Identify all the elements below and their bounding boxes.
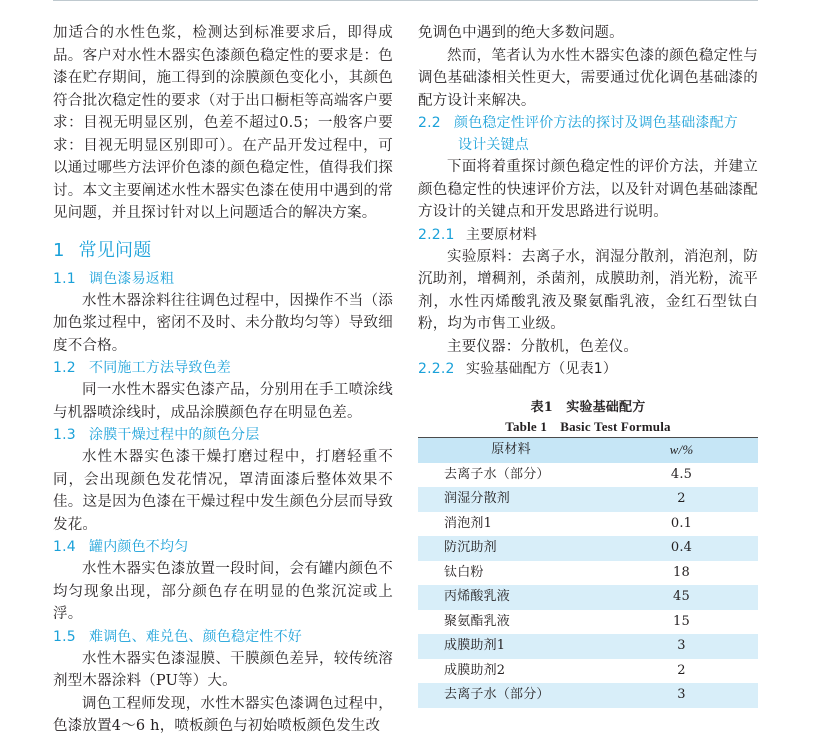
subsection-number: 1.4: [53, 539, 76, 555]
subsection-title: 不同施工方法导致色差: [89, 360, 231, 376]
subsection-number: 1.5: [53, 628, 76, 645]
subsubsection-number: 2.2.1: [418, 226, 455, 243]
material-cell: 润湿分散剂: [418, 487, 605, 512]
value-cell: 2: [605, 487, 758, 512]
table-row: [418, 659, 758, 684]
paragraph-instruments: 主要仪器：分散机，色差仪。: [447, 338, 639, 355]
material-cell: 丙烯酸乳液: [418, 585, 605, 610]
value-cell: 15: [673, 613, 690, 629]
subsection-title-line1: 颜色稳定性评价方法的探讨及调色基础漆配方: [454, 115, 738, 131]
subsubsection-title: 主要原材料: [466, 226, 537, 243]
subsection-number: 2.2: [418, 115, 441, 131]
table-header-fraction: w/%: [605, 438, 758, 463]
table-row: [418, 512, 758, 537]
material-cell: 去离子水（部分）: [444, 466, 550, 482]
table-row: [418, 634, 758, 659]
continued-paragraph: 免调色中遇到的绝大多数问题。: [418, 25, 624, 41]
section-heading-1: [53, 238, 393, 264]
subsection-title: 涂膜干燥过程中的颜色分层: [89, 427, 260, 443]
table-row: [418, 463, 758, 488]
paragraph-however: 然而，笔者认为水性木器实色漆的颜色稳定性与调色基础漆相关性更大，需要通过优化调色基础漆的配方设计来解决。: [418, 47, 758, 109]
value-cell: 0.4: [605, 536, 758, 561]
header-rule: [53, 0, 758, 1]
paragraph-1-4: 水性木器实色漆放置一段时间，会有罐内颜色不均匀现象出现，部分颜色存在明显的色浆沉淀或上浮。: [53, 561, 393, 622]
subsubsection-number: 2.2.2: [418, 361, 455, 377]
value-cell: 2: [677, 662, 686, 678]
value-cell: 0.1: [670, 515, 693, 531]
right-column: [418, 22, 758, 708]
subsubsection-heading-2-2-2: [418, 358, 758, 380]
subsection-heading-1-5: [53, 626, 393, 648]
material-cell: 防沉助剂: [418, 536, 605, 561]
table-row: [418, 536, 758, 561]
table-header-material: 原材料: [418, 438, 605, 463]
paragraph-1-5a: 水性木器实色漆湿膜、干膜颜色差异，较传统溶剂型木器涂料（PU等）大。: [53, 650, 393, 689]
material-cell: 去离子水（部分）: [418, 683, 605, 708]
table-row: [418, 585, 758, 610]
subsection-heading-1-3: [53, 424, 393, 446]
subsection-number: 1.2: [53, 360, 76, 376]
paragraph-1-2: 同一水性木器实色漆产品，分别用在手工喷涂线与机器喷涂线时，成品涂膜颜色存在明显色差。: [53, 382, 393, 421]
subsubsection-title: 实验基础配方（见表1）: [466, 361, 618, 377]
subsection-title: 调色漆易返粗: [89, 270, 175, 287]
paragraph-2-2: 下面将着重探讨颜色稳定性的评价方法，并建立颜色稳定性的快速评价方法，以及针对调色基础漆配方设计的关键点和开发思路进行说明。: [418, 159, 758, 220]
subsection-heading-1-2: [53, 357, 393, 379]
subsection-number: 1.1: [53, 270, 76, 287]
table-row: [418, 487, 758, 512]
table-caption-en: Table 1 Basic Test Formula: [505, 419, 671, 434]
section-title: 常见问题: [78, 239, 152, 261]
material-cell: 成膜助剂2: [444, 662, 506, 678]
value-cell: 4.5: [670, 466, 693, 482]
value-cell: 45: [605, 585, 758, 610]
table-header-row: [418, 438, 758, 463]
paragraph-1-3: 水性木器实色漆干燥打磨过程中，打磨轻重不同，会出现颜色发花情况，罩清面漆后整体效果不佳。这是因为色漆在干燥过程中发生颜色分层而导致发花。: [53, 449, 393, 533]
value-cell: 3: [605, 683, 758, 708]
subsection-title: 罐内颜色不均匀: [89, 539, 189, 555]
intro-paragraph: 加适合的水性色浆，检测达到标准要求后，即得成品。客户对水性木器实色漆颜色稳定性的要求是：色漆在贮存期间，施工得到的涂膜颜色变化小，其颜色符合批次稳定性的要求（对于出口橱柜等高端客户要求：目视无明显区别，色差不超过0.5；一般客户要求：目视无明显区别即可）。在产品开发过程中，可以通过哪些方法评价色漆的颜色稳定性，值得我们探讨。本文主要阐述水性木器实色漆在使用中遇到的常见问题，并且探讨针对以上问题适合的解决方案。: [53, 25, 393, 221]
left-column: [53, 22, 393, 738]
subsubsection-heading-2-2-1: [418, 224, 758, 246]
material-cell: 消泡剂1: [444, 515, 493, 531]
subsection-heading-1-4: [53, 536, 393, 558]
material-cell: 成膜助剂1: [418, 634, 605, 659]
paragraph-1-5b: 调色工程师发现，水性木器实色漆调色过程中，色漆放置4～6 h，喷板颜色与初始喷板颜色发生改: [53, 695, 393, 734]
table-row: [418, 610, 758, 635]
table-caption-cn: 表1 实验基础配方: [530, 400, 646, 415]
value-cell: 18: [673, 564, 690, 580]
paragraph-materials: 实验原料：去离子水，润湿分散剂，消泡剂，防沉助剂，增稠剂，杀菌剂，成膜助剂，消光粉，流平剂，水性丙烯酸乳液及聚氨酯乳液，金红石型钛白粉，均为市售工业级。: [418, 248, 758, 332]
section-number: 1: [53, 239, 65, 261]
table-row: [418, 683, 758, 708]
subsection-heading-1-1: [53, 268, 393, 290]
material-cell: 聚氨酯乳液: [444, 613, 511, 629]
subsection-number: 1.3: [53, 427, 76, 443]
material-cell: 钛白粉: [444, 564, 484, 580]
subsection-heading-2-2: [418, 112, 758, 156]
basic-formula-table: [418, 437, 758, 708]
subsection-title-line2: 设计关键点: [458, 137, 529, 153]
subsection-title: 难调色、难兑色、颜色稳定性不好: [89, 628, 302, 645]
value-cell: 3: [605, 634, 758, 659]
paragraph-1-1: 水性木器涂料往往调色过程中，因操作不当（添加色浆过程中，密闭不及时、未分散均匀等）导致细度不合格。: [53, 292, 393, 354]
table-row: [418, 561, 758, 586]
